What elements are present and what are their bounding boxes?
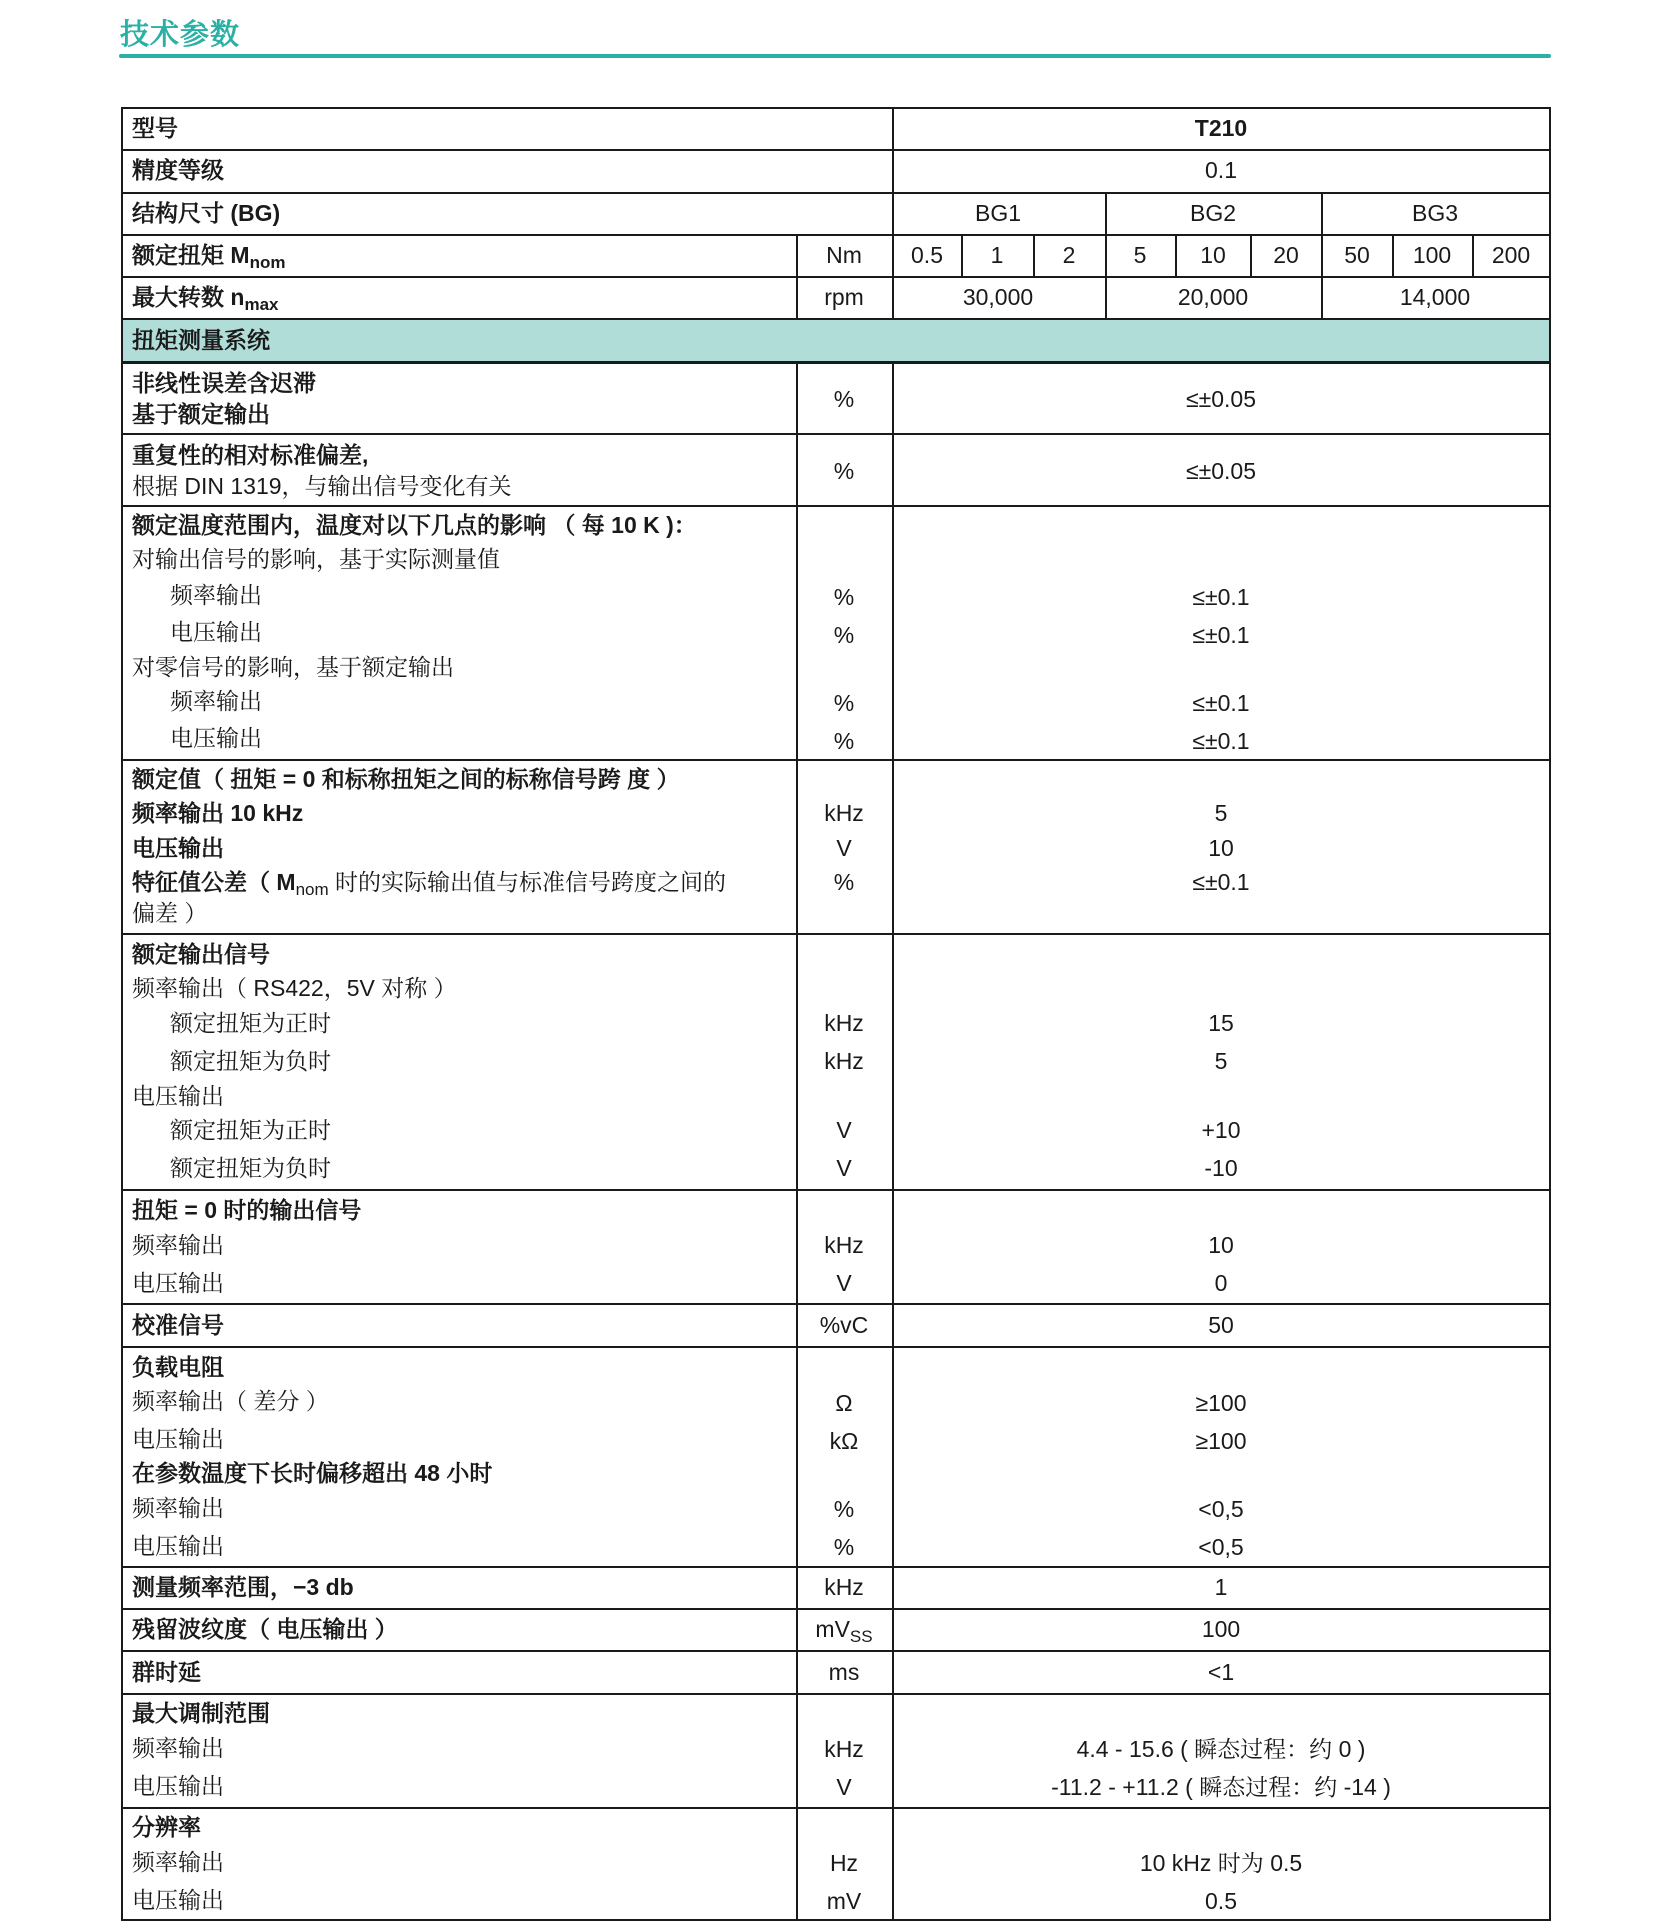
- torque-value: 1: [990, 242, 1004, 268]
- nominal-tol-unit: %: [833, 869, 855, 895]
- ripple-label: 残留波纹度（ 电压输出 ）: [132, 1616, 398, 1642]
- ripple-unit-text: mV: [815, 1616, 850, 1642]
- nominal-tol-label-a: 特征值公差（ M: [132, 869, 296, 895]
- modulation-volt-unit: V: [836, 1774, 852, 1800]
- torque-value: 2: [1062, 242, 1076, 268]
- repeatability-value: ≤±0.05: [1185, 458, 1257, 484]
- load-freq-unit: Ω: [835, 1390, 853, 1416]
- table-border-right: [1549, 107, 1551, 1921]
- resolution-volt-unit: mV: [826, 1888, 862, 1914]
- nonlinearity-label: 非线性误差含迟滞: [132, 370, 316, 396]
- torque-col-border: [1392, 234, 1394, 276]
- row-divider: [121, 1650, 1551, 1652]
- value-col-border: [892, 107, 894, 318]
- torque-value: 200: [1491, 242, 1531, 268]
- group-delay-value: <1: [1207, 1659, 1235, 1685]
- nominal-volt-value: 10: [1208, 835, 1234, 861]
- freq-range-value: 1: [1214, 1574, 1228, 1600]
- accuracy-value: 0.1: [1205, 157, 1237, 183]
- torque-col-border: [1472, 234, 1474, 276]
- row-divider: [121, 1693, 1551, 1695]
- torque-label: [132, 241, 286, 272]
- torque-value: 50: [1344, 242, 1370, 268]
- speed-label: [132, 283, 279, 314]
- row-divider: [121, 234, 1551, 236]
- torque-unit: Nm: [826, 242, 862, 268]
- resolution-volt-label: 电压输出: [132, 1887, 224, 1913]
- group-delay-label: 群时延: [132, 1659, 201, 1685]
- resolution-freq-value: 10 kHz 时为 0.5: [1139, 1850, 1303, 1876]
- temp-zvolt-label: 电压输出: [170, 725, 262, 751]
- load-volt-value: ≥100: [1195, 1428, 1247, 1454]
- temp-zfreq-label: 频率输出: [170, 688, 262, 714]
- load-volt-unit: kΩ: [829, 1428, 859, 1454]
- resolution-freq-unit: Hz: [829, 1850, 859, 1876]
- zero-volt-label: 电压输出: [132, 1270, 224, 1296]
- modulation-freq-unit: kHz: [824, 1736, 864, 1762]
- output-fneg-value: 5: [1214, 1048, 1228, 1074]
- accuracy-label: 精度等级: [132, 157, 224, 183]
- nonlinearity-unit: %: [833, 386, 855, 412]
- calibration-value: 50: [1208, 1312, 1234, 1338]
- section-header-bg: [121, 318, 1551, 361]
- nominal-tol-label-c: 偏差 ）: [132, 900, 208, 926]
- output-fneg-label: 额定扭矩为负时: [170, 1048, 331, 1074]
- row-divider: [121, 192, 1551, 194]
- calibration-label: 校准信号: [132, 1312, 224, 1338]
- modulation-label: 最大调制范围: [132, 1700, 270, 1726]
- repeatability-label: 重复性的相对标准偏差,: [132, 442, 369, 468]
- row-divider: [121, 505, 1551, 507]
- zero-volt-unit: V: [836, 1270, 852, 1296]
- size-bg2: BG2: [1189, 200, 1237, 226]
- torque-col-border: [1250, 234, 1252, 276]
- output-volt-label: 电压输出: [132, 1083, 224, 1109]
- load-label: 负载电阻: [132, 1354, 224, 1380]
- output-vneg-unit: V: [836, 1155, 852, 1181]
- row-divider: [121, 759, 1551, 761]
- row-divider: [121, 1189, 1551, 1191]
- output-vneg-label: 额定扭矩为负时: [170, 1155, 331, 1181]
- temp-freq-value: ≤±0.1: [1192, 584, 1250, 610]
- unit-col-border: [796, 361, 798, 1921]
- temp-zfreq-value: ≤±0.1: [1192, 690, 1250, 716]
- modulation-volt-label: 电压输出: [132, 1773, 224, 1799]
- speed-label-text: 最大转数 n: [132, 284, 245, 310]
- torque-value: 100: [1412, 242, 1452, 268]
- temp-volt-unit: %: [833, 622, 855, 648]
- row-divider: [121, 149, 1551, 151]
- row-divider: [121, 1608, 1551, 1610]
- output-fneg-unit: kHz: [824, 1048, 864, 1074]
- nominal-label: 额定值（ 扭矩 = 0 和标称扭矩之间的标称信号跨 度 ）: [132, 766, 680, 792]
- bg-col-border: [1105, 192, 1107, 318]
- speed-label-sub: max: [244, 295, 279, 314]
- calibration-unit: %vC: [819, 1312, 869, 1338]
- row-divider: [121, 1303, 1551, 1305]
- resolution-freq-label: 频率输出: [132, 1849, 224, 1875]
- modulation-freq-label: 频率输出: [132, 1735, 224, 1761]
- output-freq-label: 频率输出（ RS422，5V 对称 ）: [132, 975, 457, 1001]
- nominal-volt-label: 电压输出: [132, 835, 224, 861]
- speed-unit: rpm: [824, 284, 864, 310]
- temp-freq-unit: %: [833, 584, 855, 610]
- speed-bg1: 30,000: [962, 284, 1034, 310]
- zero-freq-label: 频率输出: [132, 1232, 224, 1258]
- torque-col-border: [1033, 234, 1035, 276]
- temp-zvolt-value: ≤±0.1: [1192, 728, 1250, 754]
- row-divider: [121, 318, 1551, 320]
- nominal-freq-label: 频率输出 10 kHz: [132, 800, 304, 826]
- freq-range-unit: kHz: [824, 1574, 864, 1600]
- torque-value: 10: [1200, 242, 1226, 268]
- group-delay-unit: ms: [828, 1659, 860, 1685]
- row-divider: [121, 1807, 1551, 1809]
- bg-col-border: [1321, 192, 1323, 318]
- row-divider: [121, 433, 1551, 435]
- output-signal-label: 额定输出信号: [132, 941, 270, 967]
- nominal-tol-sub: nom: [295, 880, 329, 899]
- nominal-tol-value: ≤±0.1: [1192, 869, 1250, 895]
- repeatability-unit: %: [833, 458, 855, 484]
- value-col-border: [892, 361, 894, 1921]
- table-border-left: [121, 107, 123, 1921]
- size-label: 结构尺寸 (BG): [132, 200, 281, 226]
- nominal-freq-unit: kHz: [824, 800, 864, 826]
- torque-label-sub: nom: [249, 253, 286, 272]
- size-bg1: BG1: [974, 200, 1022, 226]
- drift-freq-unit: %: [833, 1496, 855, 1522]
- model-label: 型号: [132, 115, 178, 141]
- torque-value: 0.5: [911, 242, 943, 268]
- load-volt-label: 电压输出: [132, 1426, 224, 1452]
- temperature-zero-label: 对零信号的影响，基于额定输出: [132, 654, 454, 680]
- output-vpos-label: 额定扭矩为正时: [170, 1117, 331, 1143]
- temp-volt-value: ≤±0.1: [1192, 622, 1250, 648]
- output-vneg-value: -10: [1204, 1155, 1238, 1181]
- section-title: 扭矩测量系统: [132, 327, 270, 353]
- drift-volt-unit: %: [833, 1534, 855, 1560]
- ripple-unit: [815, 1615, 873, 1646]
- repeatability-label-2: 根据 DIN 1319，与输出信号变化有关: [132, 473, 512, 499]
- output-fpos-value: 15: [1208, 1010, 1234, 1036]
- drift-freq-value: <0,5: [1198, 1496, 1244, 1522]
- output-vpos-unit: V: [836, 1117, 852, 1143]
- zero-signal-label: 扭矩 = 0 时的输出信号: [132, 1197, 362, 1223]
- drift-volt-value: <0,5: [1198, 1534, 1244, 1560]
- unit-col-border: [796, 234, 798, 318]
- torque-value: 5: [1133, 242, 1147, 268]
- drift-volt-label: 电压输出: [132, 1533, 224, 1559]
- freq-range-label: 测量频率范围，−3 db: [132, 1574, 354, 1600]
- zero-freq-value: 10: [1208, 1232, 1234, 1258]
- load-freq-value: ≥100: [1195, 1390, 1247, 1416]
- temp-zvolt-unit: %: [833, 728, 855, 754]
- row-divider: [121, 1566, 1551, 1568]
- temp-zfreq-unit: %: [833, 690, 855, 716]
- torque-label-text: 额定扭矩 M: [132, 242, 250, 268]
- size-bg3: BG3: [1411, 200, 1459, 226]
- temp-volt-label: 电压输出: [170, 619, 262, 645]
- torque-col-border: [1175, 234, 1177, 276]
- torque-col-border: [961, 234, 963, 276]
- drift-label: 在参数温度下长时偏移超出 48 小时: [132, 1460, 493, 1486]
- ripple-unit-sub: SS: [849, 1627, 873, 1646]
- nonlinearity-value: ≤±0.05: [1185, 386, 1257, 412]
- zero-freq-unit: kHz: [824, 1232, 864, 1258]
- page-title: 技术参数: [120, 19, 241, 51]
- modulation-volt-value: -11.2 - +11.2 ( 瞬态过程：约 -14 ): [1051, 1774, 1391, 1800]
- temperature-output-label: 对输出信号的影响，基于实际测量值: [132, 546, 500, 572]
- ripple-value: 100: [1201, 1616, 1241, 1642]
- resolution-label: 分辨率: [132, 1814, 201, 1840]
- nominal-freq-value: 5: [1214, 800, 1228, 826]
- temp-freq-label: 频率输出: [170, 582, 262, 608]
- resolution-volt-value: 0.5: [1205, 1888, 1237, 1914]
- row-divider: [121, 1346, 1551, 1348]
- row-divider: [121, 361, 1551, 364]
- output-fpos-unit: kHz: [824, 1010, 864, 1036]
- drift-freq-label: 频率输出: [132, 1495, 224, 1521]
- model-value: T210: [1194, 115, 1248, 141]
- row-divider: [121, 276, 1551, 278]
- nominal-volt-unit: V: [836, 835, 852, 861]
- zero-volt-value: 0: [1214, 1270, 1228, 1296]
- load-freq-label: 频率输出（ 差分 ）: [132, 1388, 329, 1414]
- title-underline: [119, 54, 1551, 58]
- nonlinearity-label-2: 基于额定输出: [132, 401, 270, 427]
- spec-table: [121, 107, 1551, 1921]
- output-vpos-value: +10: [1201, 1117, 1241, 1143]
- torque-value: 20: [1273, 242, 1299, 268]
- output-fpos-label: 额定扭矩为正时: [170, 1010, 331, 1036]
- nominal-tol-label-b: 时的实际输出值与标准信号跨度之间的: [328, 869, 727, 895]
- table-border-bottom: [121, 1919, 1551, 1921]
- modulation-freq-value: 4.4 - 15.6 ( 瞬态过程：约 0 ): [1076, 1736, 1366, 1762]
- temperature-label: 额定温度范围内，温度对以下几点的影响 （ 每 10 K )：: [132, 512, 697, 538]
- nominal-tol-label: [132, 868, 727, 899]
- table-border-top: [121, 107, 1551, 109]
- speed-bg3: 14,000: [1399, 284, 1471, 310]
- row-divider: [121, 933, 1551, 935]
- speed-bg2: 20,000: [1177, 284, 1249, 310]
